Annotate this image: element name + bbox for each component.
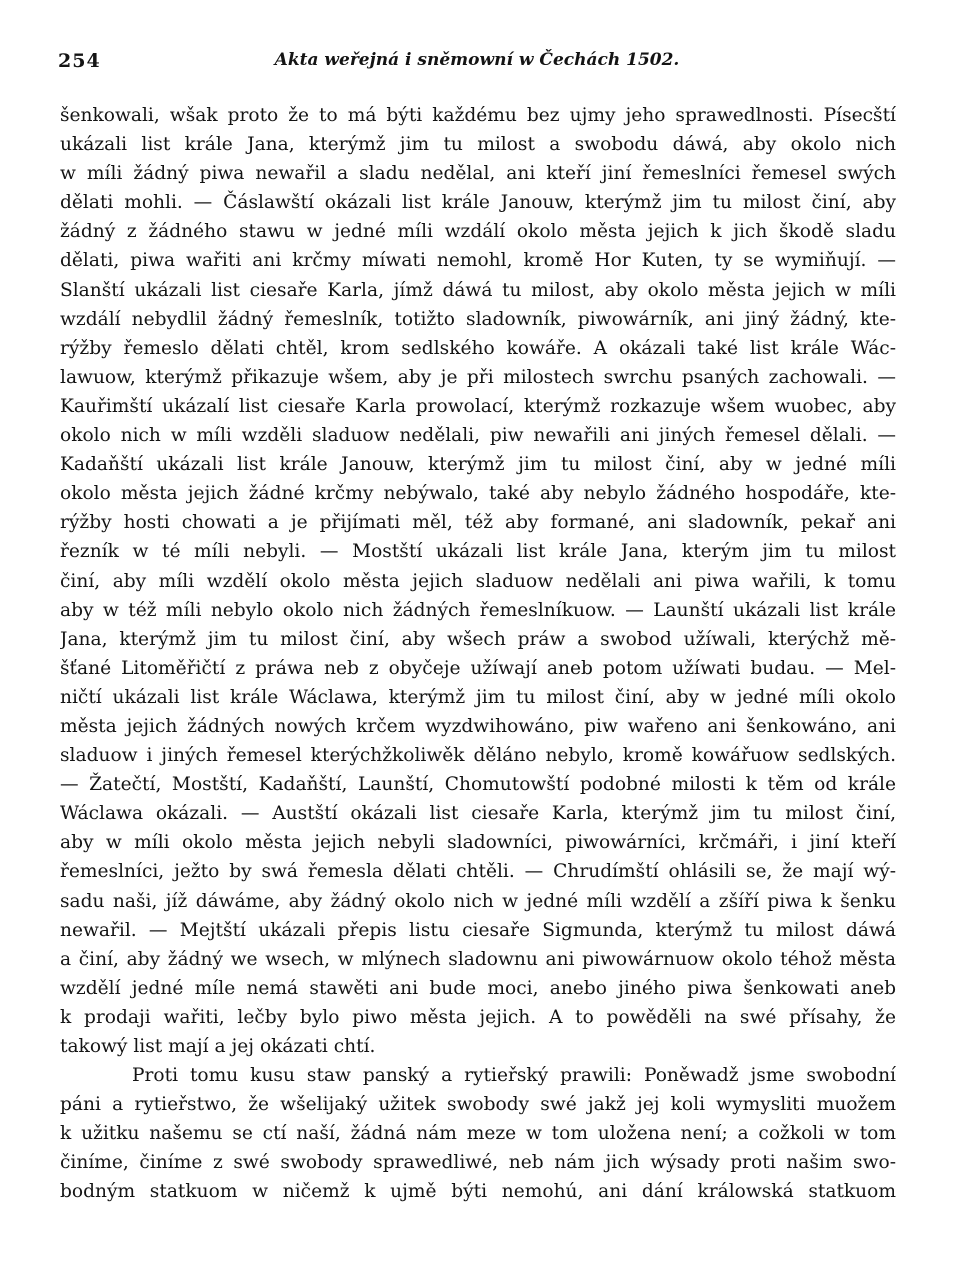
text-line: šenkowali, wšak proto že to má býti každému bez ujmy jeho sprawedlnosti. Písecští: [60, 105, 896, 126]
text-line: Slanští ukázali list ciesaře Karla, jímž dáwá tu milost, aby okolo města jejich w míli: [60, 279, 896, 301]
text-line: rýžby řemeslo dělati chtěl, krom sedlského kowáře. A okázali také list krále Wác-: [60, 337, 896, 359]
paragraph-end-line: takowý list mají a jej okázati chtí.: [60, 1036, 376, 1057]
text-line: ukázali list krále Jana, kterýmž jim tu milost a swobodu dáwá, aby okolo nich: [60, 134, 896, 156]
text-line: dělati, piwa wařiti ani krčmy míwati nemohl, kromě Hor Kuten, ty se wymiňují. —: [60, 250, 896, 272]
page-header: [58, 50, 896, 80]
text-line: wzdělí jedné míle nemá stawěti ani bude moci, anebo jiného piwa šenkowati aneb: [60, 977, 896, 999]
text-line: šťané Litoměřičtí z práwa neb z obyčeje užíwají aneb potom užíwati budau. — Mel-: [60, 657, 896, 679]
text-line: aby w míli okolo města jejich nebyli sladowníci, piwowárníci, krčmáři, i jiní kteří: [60, 832, 896, 854]
text-line: ničtí ukázali list krále Wáclawa, kterýmž jim tu milost činí, aby w jedné míli okolo: [60, 686, 896, 708]
text-line: okolo města jejich žádné krčmy nebýwalo, také aby nebylo žádného hospodáře, kte-: [60, 483, 896, 505]
page-number: 254: [58, 50, 101, 72]
text-line: Wáclawa okázali. — Austští okázali list ciesaře Karla, kterýmž jim tu milost činí,: [60, 803, 896, 825]
text-line: Kauřimští ukázalí list ciesaře Karla prowolací, kterýmž rozkazuje wšem wuobec, aby: [60, 395, 896, 417]
text-line: bodným statkuom w ničemž k ujmě býti nemohú, ani dání králowská statkuom: [60, 1181, 896, 1203]
text-line: k užitku našemu se ctí naší, žádná nám meze w tom uložena není; a cožkoli w tom: [60, 1123, 896, 1145]
text-line: wzdálí nebydlil žádný řemeslník, totižto sladowník, piwowárník, ani jiný žádný, kte-: [60, 308, 896, 330]
text-line: činíme, činíme z swé swobody sprawedliwé, neb nám jich wýsady proti našim swo-: [60, 1152, 896, 1174]
text-line: — Žatečtí, Mostští, Kadaňští, Launští, Chomutowští podobné milosti k těm od krále: [60, 774, 896, 796]
text-line: k prodaji wařiti, lečby bylo piwo města jejich. A to powěděli na swé přísahy, že: [60, 1006, 896, 1028]
text-line: Jana, kterýmž jim tu milost činí, aby wšech práw a swobod užíwali, kterýchž mě-: [60, 628, 896, 650]
text-line: a činí, aby žádný we wsech, w mlýnech sladownu ani piwowárnuow okolo téhož města: [60, 948, 896, 970]
text-line: okolo nich w míli wzděli sladuow nedělali, piw newařili ani jiných řemesel dělali. —: [60, 425, 896, 447]
text-line: Kadaňští ukázali list krále Janouw, kterýmž jim tu milost činí, aby w jedné míli: [60, 454, 896, 476]
text-line: sladuow i jiných řemesel kterýchžkoliwěk děláno nebylo, kromě kowářuow sedlských.: [60, 745, 896, 767]
body-text: [60, 101, 896, 1207]
text-line: činí, aby míli wzdělí okolo města jejich sladuow nedělali ani piwa wařili, k tomu: [60, 570, 896, 592]
text-line: aby w též míli nebylo okolo nich žádných řemeslníkuow. — Launští ukázali list krále: [60, 599, 896, 621]
text-line: dělati mohli. — Čáslawští okázali list krále Janouw, kterýmž jim tu milost činí, aby: [60, 192, 896, 214]
text-line: páni a rytieřstwo, že wšelijaký užitek swobody swé jakž jej koli wymysliti muožem: [60, 1094, 896, 1116]
text-line: sadu naši, jíž dáwáme, aby žádný okolo nich w jedné míli wzdělí a zšíří piwa k šenku: [60, 890, 896, 912]
text-line: řezník w té míli nebyli. — Mostští ukázali list krále Jana, kterým jim tu milost: [60, 541, 896, 563]
text-line: w míli žádný piwa newařil a sladu nedělal, ani kteří jiní řemeslníci řemesel swých: [60, 163, 896, 185]
text-line: města jejich žádných nowých krčem wyzdwihowáno, piw wařeno ani šenkowáno, ani: [60, 715, 896, 737]
text-line: řemeslníci, ježto by swá řemesla dělati chtěli. — Chrudímští ohlásili se, že mají wý-: [60, 861, 896, 883]
text-line: žádný z žádného stawu w jedné míli wzdálí okolo města jejich k jich škodě sladu: [60, 221, 896, 243]
running-title: Akta weřejná i sněmowní w Čechách 1502.: [274, 50, 680, 70]
text-line: newařil. — Mejtští ukázali přepis listu ciesaře Sigmunda, kterýmž tu milost dáwá: [60, 919, 896, 941]
text-line: rýžby hosti chowati a je přijímati měl, též aby formané, ani sladowník, pekař ani: [60, 512, 896, 534]
text-line: lawuow, kterýmž přikazuje wšem, aby je při milostech swrchu psaných zachowali. —: [60, 366, 896, 388]
paragraph-start-line: Proti tomu kusu staw panský a rytieřský prawili: Poněwadž jsme swobodní: [132, 1065, 896, 1087]
